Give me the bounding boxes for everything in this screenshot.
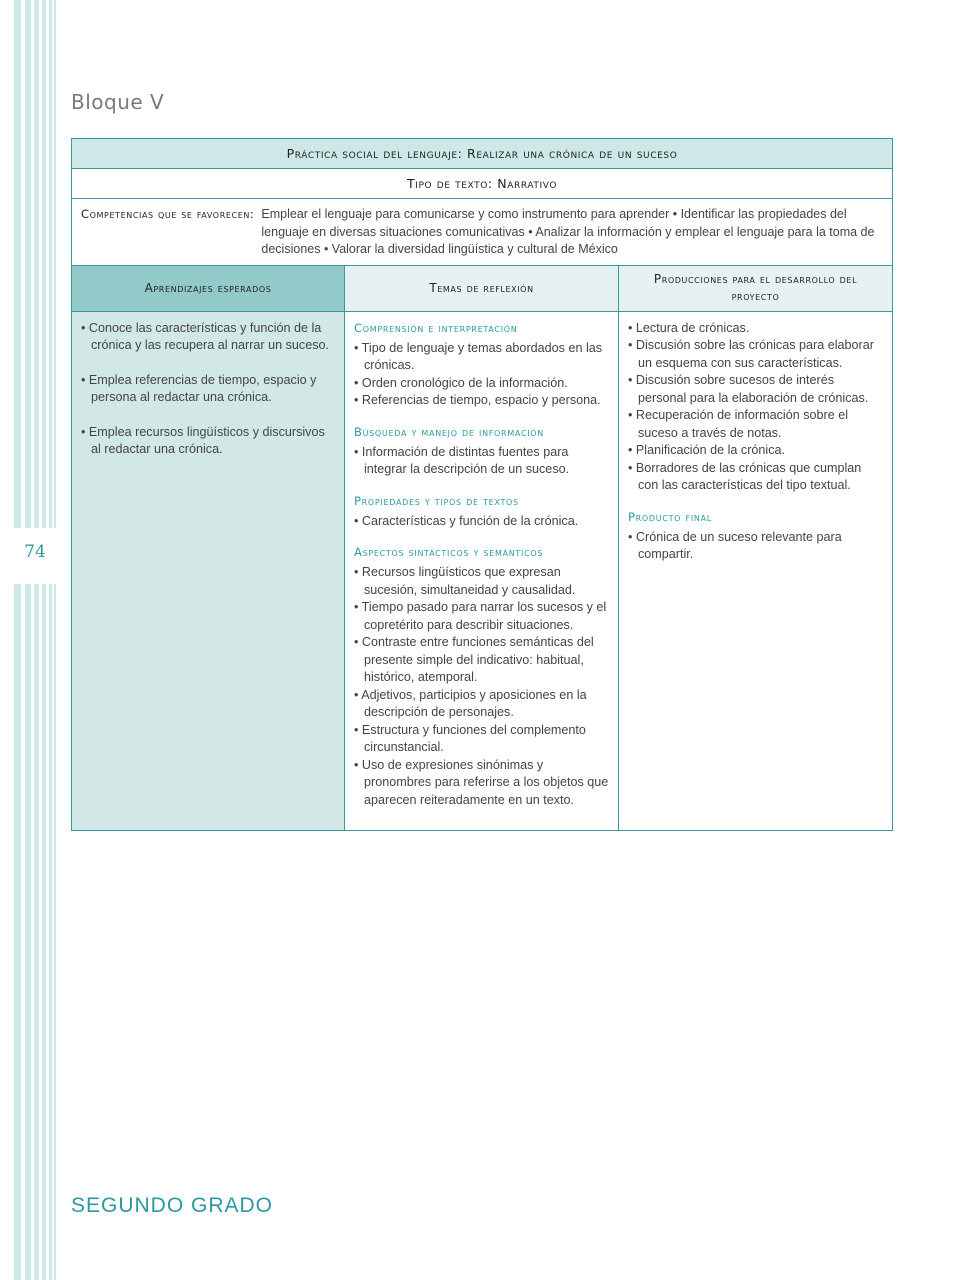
production-item: • Recuperación de información sobre el suceso a través de notas. — [628, 408, 849, 440]
production-item: • Lectura de crónicas. — [628, 320, 750, 335]
header-learning-text: Aprendizajes esperados — [144, 280, 272, 295]
text-type-row — [72, 169, 893, 199]
theme-section-title: Búsqueda y manejo de información — [354, 424, 544, 439]
competencies-row — [72, 199, 893, 266]
header-productions-text: Producciones para el desarrollo del proyecto — [653, 272, 858, 303]
practice-title — [72, 139, 893, 169]
theme-item: • Estructura y funciones del complemento circunstancial. — [354, 722, 586, 754]
competencies-label: Competencias que se favorecen: — [81, 207, 255, 221]
margin-stripe — [42, 0, 46, 1280]
theme-item: • Contraste entre funciones semánticas del presente simple del indicativo: habitual, histórico, atemporal. — [354, 635, 594, 684]
block-title: Bloque V — [71, 90, 165, 114]
page-number: 74 — [24, 542, 46, 562]
theme-item: • Información de distintas fuentes para integrar la descripción de un suceso. — [354, 444, 570, 476]
margin-stripe — [49, 0, 52, 1280]
theme-item: • Tipo de lenguaje y temas abordados en las crónicas. — [354, 340, 603, 372]
theme-item: • Recursos lingüísticos que expresan sucesión, simultaneidad y causalidad. — [354, 565, 576, 597]
production-item: • Planificación de la crónica. — [628, 443, 786, 457]
competencies-text: Emplear el lenguaje para comunicarse y como instrumento para aprender • Identificar las propiedades del lenguaje en diversas situaciones comunicativas • Analizar la información y emplear el lenguaje para la toma de decisiones • Valorar la diversidad lingüística y cultural de México — [261, 207, 875, 256]
text-type — [72, 169, 893, 199]
learning-item: • Emplea referencias de tiempo, espacio y persona al redactar una crónica. — [81, 372, 317, 404]
theme-item: • Orden cronológico de la información. — [354, 375, 568, 390]
margin-stripe — [25, 0, 31, 1280]
margin-stripe — [54, 0, 56, 1280]
text-type-text: Tipo de texto: Narrativo — [406, 176, 558, 191]
theme-item: • Adjetivos, participios y aposiciones en la descripción de personajes. — [354, 687, 587, 719]
productions-column — [619, 311, 893, 830]
theme-item: • Tiempo pasado para narrar los sucesos y el copretérito para describir situaciones. — [354, 600, 607, 632]
theme-section-title: Comprensión e interpretación — [354, 320, 518, 335]
theme-item: • Uso de expresiones sinónimas y pronombres para referirse a los objetos que aparecen reiteradamente en un texto. — [354, 757, 609, 807]
production-item: • Discusión sobre las crónicas para elaborar un esquema con sus características. — [628, 338, 874, 370]
footer-grade: SEGUNDO GRADO — [71, 1194, 274, 1217]
learning-item: • Conoce las características y función de la crónica y las recupera al narrar un suceso. — [81, 320, 329, 352]
practice-row — [72, 139, 893, 169]
learning-column — [72, 311, 345, 830]
header-themes-text: Temas de reflexión — [429, 280, 534, 295]
header-productions — [619, 265, 893, 311]
header-themes — [345, 265, 619, 311]
final-product-title: Producto final — [628, 509, 712, 524]
production-item: • Discusión sobre sucesos de interés personal para la elaboración de crónicas. — [628, 373, 869, 405]
themes-column — [345, 311, 619, 830]
theme-section-title: Propiedades y tipos de textos — [354, 493, 519, 508]
header-learning — [72, 265, 345, 311]
margin-stripe — [14, 0, 21, 1280]
margin-stripe — [34, 0, 39, 1280]
theme-item: • Características y función de la crónica. — [354, 513, 579, 528]
theme-section-title: Aspectos sintácticos y semánticos — [354, 545, 544, 559]
content-row — [72, 311, 893, 830]
column-headers-row — [72, 265, 893, 311]
theme-item: • Referencias de tiempo, espacio y persona. — [354, 393, 601, 407]
practice-title-text: Práctica social del lenguaje: Realizar una crónica de un suceso — [286, 146, 678, 161]
final-product-item: • Crónica de un suceso relevante para compartir. — [628, 529, 842, 561]
curriculum-table — [71, 138, 893, 831]
competencies — [81, 206, 884, 259]
learning-item: • Emplea recursos lingüísticos y discursivos al redactar una crónica. — [81, 424, 325, 456]
production-item: • Borradores de las crónicas que cumplan con las características del tipo textual. — [628, 460, 862, 492]
